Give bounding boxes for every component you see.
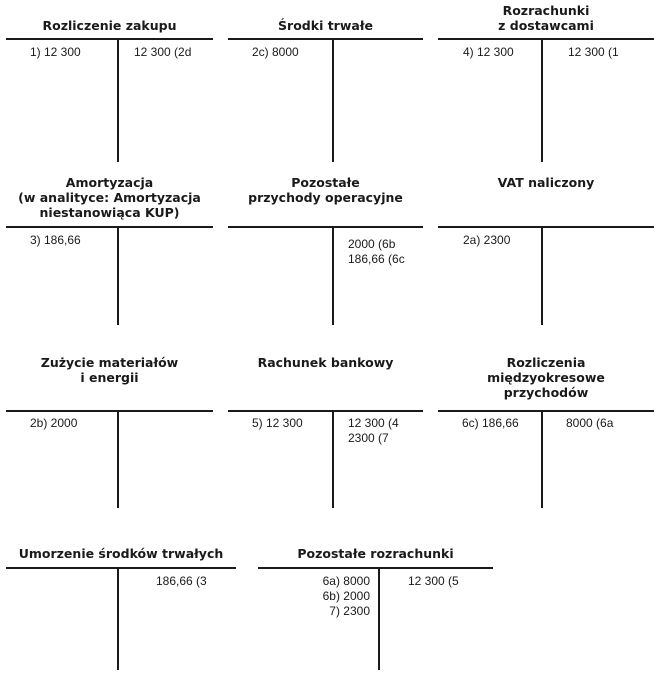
credit-entry: 186,66 (3 bbox=[156, 574, 207, 588]
debit-entry: 2b) 2000 bbox=[30, 416, 78, 430]
credit-entry: 12 300 (2d bbox=[134, 45, 192, 59]
debit-entry: 3) 186,66 bbox=[30, 233, 81, 247]
account-title-line: Rozrachunki bbox=[502, 3, 590, 18]
account-title-line: Zużycie materiałów bbox=[40, 355, 179, 370]
account-title-line: niestanowiąca KUP) bbox=[39, 205, 180, 220]
debit-entry: 6c) 186,66 bbox=[462, 416, 519, 430]
debit-entry: 4) 12 300 bbox=[463, 45, 514, 59]
credit-entry: 12 300 (4 bbox=[348, 416, 399, 430]
account-title bbox=[6, 546, 236, 561]
credit-entry: 12 300 (5 bbox=[408, 574, 459, 588]
t-account-vertical-line bbox=[117, 567, 119, 670]
credit-entry: 2000 (6b bbox=[348, 237, 396, 251]
credit-entry: 8000 (6a bbox=[566, 416, 614, 430]
t-account-horizontal-line bbox=[6, 567, 236, 569]
credit-entries bbox=[156, 574, 207, 589]
account-title-line: i energii bbox=[80, 370, 139, 385]
account-title-line: Pozostałe bbox=[291, 175, 360, 190]
credit-entries bbox=[408, 574, 459, 589]
debit-entries bbox=[258, 574, 370, 619]
account-title-line: międzyokresowe bbox=[487, 370, 605, 385]
account-title-line: Rozliczenia bbox=[506, 355, 586, 370]
account-title-line: z dostawcami bbox=[498, 18, 594, 33]
account-title-line: przychodów bbox=[503, 385, 589, 400]
account-title bbox=[258, 546, 493, 561]
t-account bbox=[258, 0, 493, 676]
account-title-line: Rozliczenie zakupu bbox=[42, 18, 177, 33]
account-title-line: Amortyzacja bbox=[65, 175, 154, 190]
account-title-line: VAT naliczony bbox=[497, 175, 595, 190]
t-account-vertical-line bbox=[378, 567, 380, 670]
credit-entry: 12 300 (1 bbox=[568, 45, 619, 59]
debit-entry: 2c) 8000 bbox=[252, 45, 299, 59]
account-title-line: Rachunek bankowy bbox=[257, 355, 394, 370]
account-title-line: (w analityce: Amortyzacja bbox=[18, 190, 201, 205]
t-account-horizontal-line bbox=[258, 567, 493, 569]
credit-entry: 186,66 (6c bbox=[348, 252, 405, 266]
credit-entries bbox=[566, 416, 613, 431]
debit-entry: 1) 12 300 bbox=[30, 45, 81, 59]
debit-entry: 6a) 8000 bbox=[322, 574, 370, 588]
credit-entry: 2300 (7 bbox=[348, 431, 389, 445]
account-title-line: przychody operacyjne bbox=[248, 190, 403, 205]
t-account-vertical-line bbox=[541, 410, 543, 508]
debit-entry: 6b) 2000 bbox=[322, 589, 370, 603]
account-title-line: Pozostałe rozrachunki bbox=[297, 546, 454, 561]
debit-entry: 2a) 2300 bbox=[463, 233, 511, 247]
debit-entry: 5) 12 300 bbox=[252, 416, 303, 430]
account-title-line: Umorzenie środków trwałych bbox=[18, 546, 224, 561]
t-account bbox=[6, 0, 236, 676]
account-title-line: Środki trwałe bbox=[278, 18, 373, 33]
debit-entry: 7) 2300 bbox=[329, 604, 370, 618]
